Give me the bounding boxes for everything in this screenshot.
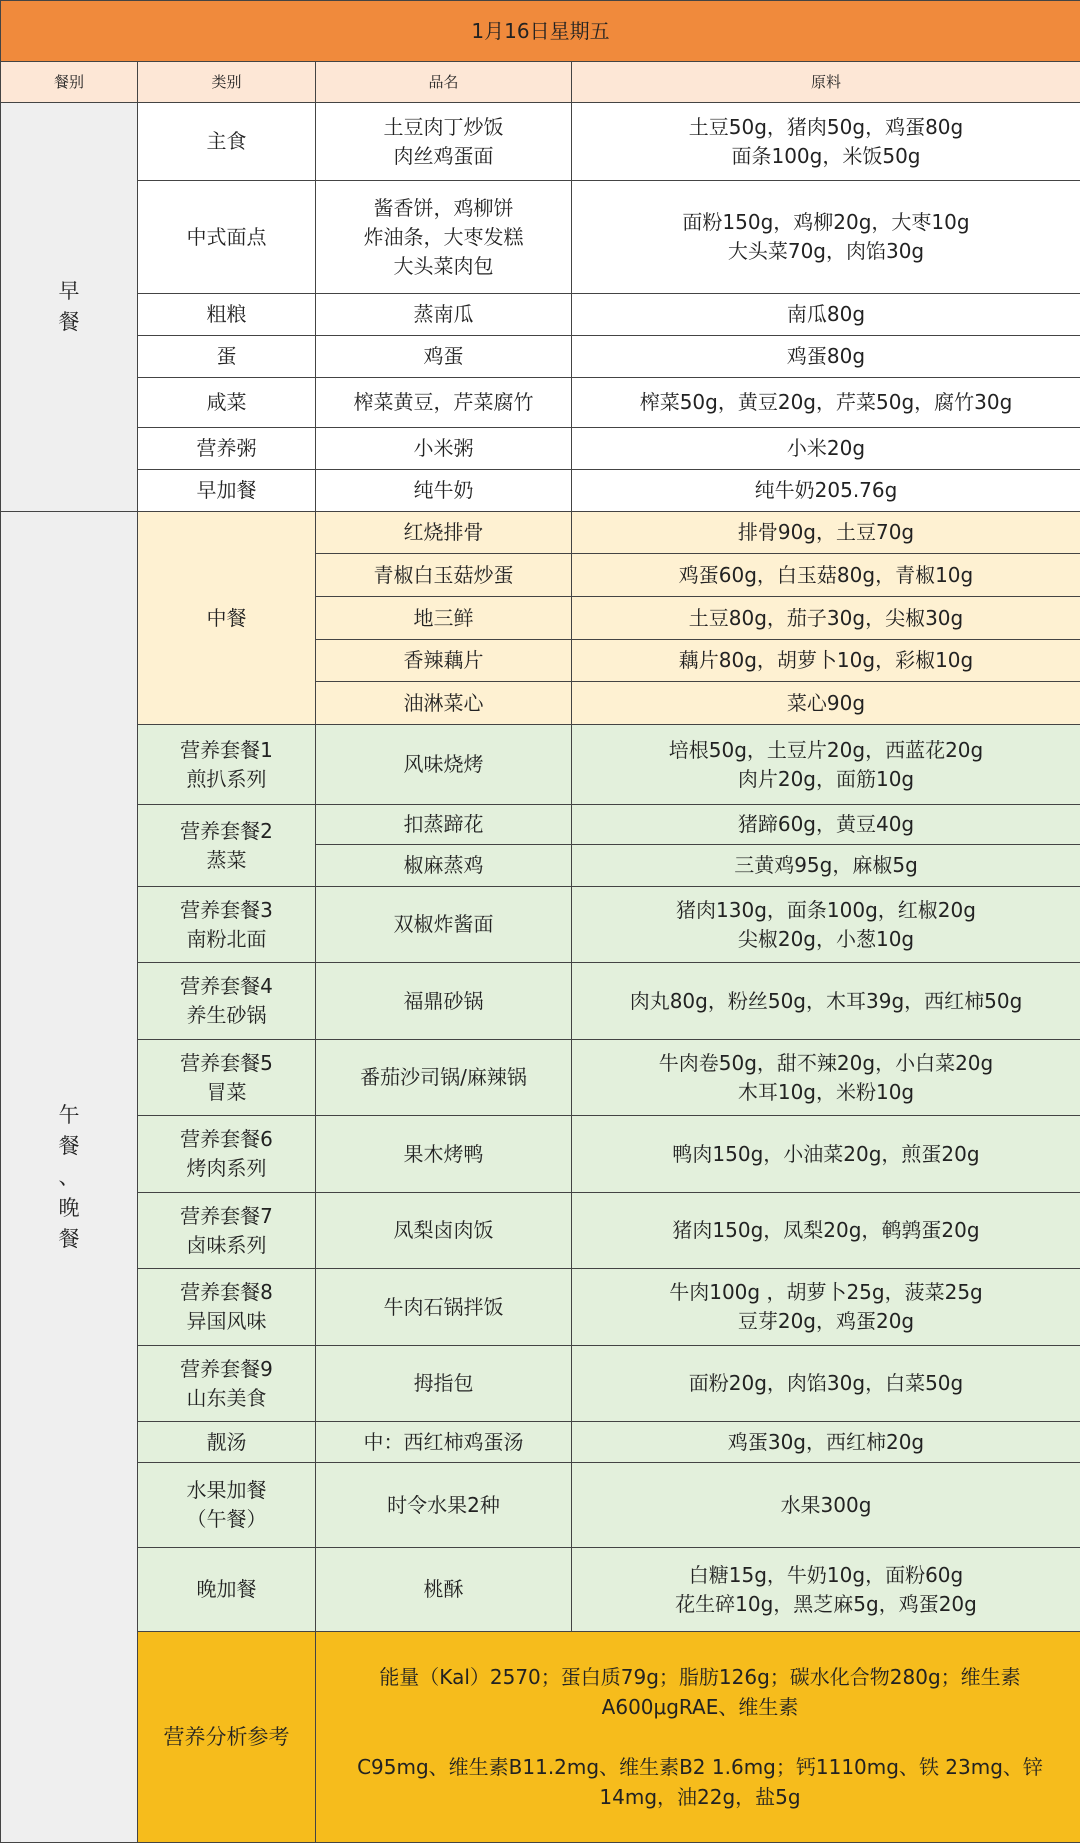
page-title: 1月16日星期五 <box>1 1 1080 62</box>
category-cell: 晚加餐 <box>138 1548 316 1632</box>
ingredients-cell: 鸡蛋80g <box>572 336 1080 378</box>
category-cell: 中餐 <box>138 512 316 725</box>
category-cell: 营养套餐2 蒸菜 <box>138 805 316 887</box>
table-row <box>1 1116 1080 1193</box>
category-cell: 营养套餐4 养生砂锅 <box>138 963 316 1040</box>
nutrition-text <box>316 1632 1080 1843</box>
header-name: 品名 <box>316 62 572 103</box>
dish-name-cell: 地三鲜 <box>316 597 572 640</box>
dish-name-cell: 番茄沙司锅/麻辣锅 <box>316 1040 572 1116</box>
table-row <box>1 1193 1080 1269</box>
category-cell: 营养套餐5 冒菜 <box>138 1040 316 1116</box>
table-row <box>1 103 1080 181</box>
dish-name-cell: 福鼎砂锅 <box>316 963 572 1040</box>
category-cell: 主食 <box>138 103 316 181</box>
ingredients-cell: 土豆80g，茄子30g，尖椒30g <box>572 597 1080 640</box>
header-ingredients: 原料 <box>572 62 1080 103</box>
table-row <box>1 887 1080 963</box>
table-row <box>1 428 1080 470</box>
category-cell: 水果加餐 （午餐） <box>138 1463 316 1548</box>
dish-name-cell: 青椒白玉菇炒蛋 <box>316 554 572 597</box>
ingredients-cell: 牛肉卷50g，甜不辣20g，小白菜20g 木耳10g，米粉10g <box>572 1040 1080 1116</box>
category-cell: 中式面点 <box>138 181 316 294</box>
ingredients-cell: 面粉20g，肉馅30g，白菜50g <box>572 1346 1080 1422</box>
category-cell: 靓汤 <box>138 1422 316 1463</box>
nutrition-line-2: C95mg、维生素B11.2mg、维生素B2 1.6mg；钙1110mg、铁 23mg、锌 14mg，油22g，盐5g <box>326 1752 1074 1812</box>
ingredients-cell: 榨菜50g，黄豆20g，芹菜50g，腐竹30g <box>572 378 1080 428</box>
dish-name-cell: 油淋菜心 <box>316 682 572 725</box>
ingredients-cell: 纯牛奶205.76g <box>572 470 1080 512</box>
header-meal: 餐别 <box>1 62 138 103</box>
dish-name-cell: 椒麻蒸鸡 <box>316 845 572 887</box>
ingredients-cell: 猪肉130g，面条100g，红椒20g 尖椒20g，小葱10g <box>572 887 1080 963</box>
category-cell: 早加餐 <box>138 470 316 512</box>
table-row <box>1 294 1080 336</box>
ingredients-cell: 水果300g <box>572 1463 1080 1548</box>
dish-name-cell: 榨菜黄豆，芹菜腐竹 <box>316 378 572 428</box>
dish-name-cell: 凤梨卤肉饭 <box>316 1193 572 1269</box>
dish-name-cell: 桃酥 <box>316 1548 572 1632</box>
ingredients-cell: 南瓜80g <box>572 294 1080 336</box>
ingredients-cell: 面粉150g，鸡柳20g，大枣10g 大头菜70g，肉馅30g <box>572 181 1080 294</box>
dish-name-cell: 牛肉石锅拌饭 <box>316 1269 572 1346</box>
ingredients-cell: 猪蹄60g，黄豆40g <box>572 805 1080 845</box>
table-row <box>1 470 1080 512</box>
ingredients-cell: 鸭肉150g，小油菜20g，煎蛋20g <box>572 1116 1080 1193</box>
ingredients-cell: 土豆50g，猪肉50g，鸡蛋80g 面条100g，米饭50g <box>572 103 1080 181</box>
ingredients-cell: 小米20g <box>572 428 1080 470</box>
dish-name-cell: 双椒炸酱面 <box>316 887 572 963</box>
ingredients-cell: 牛肉100g ，胡萝卜25g，菠菜25g 豆芽20g，鸡蛋20g <box>572 1269 1080 1346</box>
dish-name-cell: 扣蒸蹄花 <box>316 805 572 845</box>
table-row <box>1 1269 1080 1346</box>
ingredients-cell: 肉丸80g，粉丝50g，木耳39g，西红柿50g <box>572 963 1080 1040</box>
table-row <box>1 1422 1080 1463</box>
category-cell: 蛋 <box>138 336 316 378</box>
ingredients-cell: 鸡蛋60g，白玉菇80g，青椒10g <box>572 554 1080 597</box>
table-row <box>1 1346 1080 1422</box>
ingredients-cell: 猪肉150g，凤梨20g，鹌鹑蛋20g <box>572 1193 1080 1269</box>
nutrition-row <box>1 1632 1080 1843</box>
dish-name-cell: 风味烧烤 <box>316 725 572 805</box>
table-row <box>1 336 1080 378</box>
category-cell: 营养套餐8 异国风味 <box>138 1269 316 1346</box>
ingredients-cell: 鸡蛋30g，西红柿20g <box>572 1422 1080 1463</box>
dish-name-cell: 土豆肉丁炒饭 肉丝鸡蛋面 <box>316 103 572 181</box>
table-row <box>1 725 1080 805</box>
category-cell: 营养粥 <box>138 428 316 470</box>
category-cell: 营养套餐3 南粉北面 <box>138 887 316 963</box>
table-row <box>1 1548 1080 1632</box>
ingredients-cell: 排骨90g，土豆70g <box>572 512 1080 554</box>
meal-breakfast: 早 餐 <box>1 103 138 512</box>
category-cell: 粗粮 <box>138 294 316 336</box>
dish-name-cell: 香辣藕片 <box>316 640 572 682</box>
dish-name-cell: 拇指包 <box>316 1346 572 1422</box>
dish-name-cell: 时令水果2种 <box>316 1463 572 1548</box>
dish-name-cell: 中：西红柿鸡蛋汤 <box>316 1422 572 1463</box>
table-row <box>1 378 1080 428</box>
table-row <box>1 1463 1080 1548</box>
category-cell: 营养套餐7 卤味系列 <box>138 1193 316 1269</box>
dish-name-cell: 鸡蛋 <box>316 336 572 378</box>
dish-name-cell: 纯牛奶 <box>316 470 572 512</box>
dish-name-cell: 小米粥 <box>316 428 572 470</box>
table-row <box>1 512 1080 554</box>
ingredients-cell: 藕片80g，胡萝卜10g，彩椒10g <box>572 640 1080 682</box>
title-row <box>1 1 1080 62</box>
dish-name-cell: 红烧排骨 <box>316 512 572 554</box>
table-row <box>1 963 1080 1040</box>
dish-name-cell: 果木烤鸭 <box>316 1116 572 1193</box>
ingredients-cell: 菜心90g <box>572 682 1080 725</box>
category-cell: 营养套餐1 煎扒系列 <box>138 725 316 805</box>
category-cell: 营养套餐6 烤肉系列 <box>138 1116 316 1193</box>
table-row <box>1 1040 1080 1116</box>
ingredients-cell: 白糖15g，牛奶10g，面粉60g 花生碎10g，黑芝麻5g，鸡蛋20g <box>572 1548 1080 1632</box>
nutrition-label: 营养分析参考 <box>138 1632 316 1843</box>
meal-lunch-dinner: 午 餐 、 晚 餐 <box>1 512 138 1843</box>
header-category: 类别 <box>138 62 316 103</box>
nutrition-line-1: 能量（Kal）2570；蛋白质79g；脂肪126g；碳水化合物280g；维生素A600μgRAE、维生素 <box>326 1662 1074 1722</box>
ingredients-cell: 三黄鸡95g，麻椒5g <box>572 845 1080 887</box>
category-cell: 营养套餐9 山东美食 <box>138 1346 316 1422</box>
header-row <box>1 62 1080 103</box>
category-cell: 咸菜 <box>138 378 316 428</box>
table-row <box>1 181 1080 294</box>
dish-name-cell: 蒸南瓜 <box>316 294 572 336</box>
ingredients-cell: 培根50g，土豆片20g，西蓝花20g 肉片20g，面筋10g <box>572 725 1080 805</box>
dish-name-cell: 酱香饼，鸡柳饼 炸油条，大枣发糕 大头菜肉包 <box>316 181 572 294</box>
table-row <box>1 805 1080 845</box>
